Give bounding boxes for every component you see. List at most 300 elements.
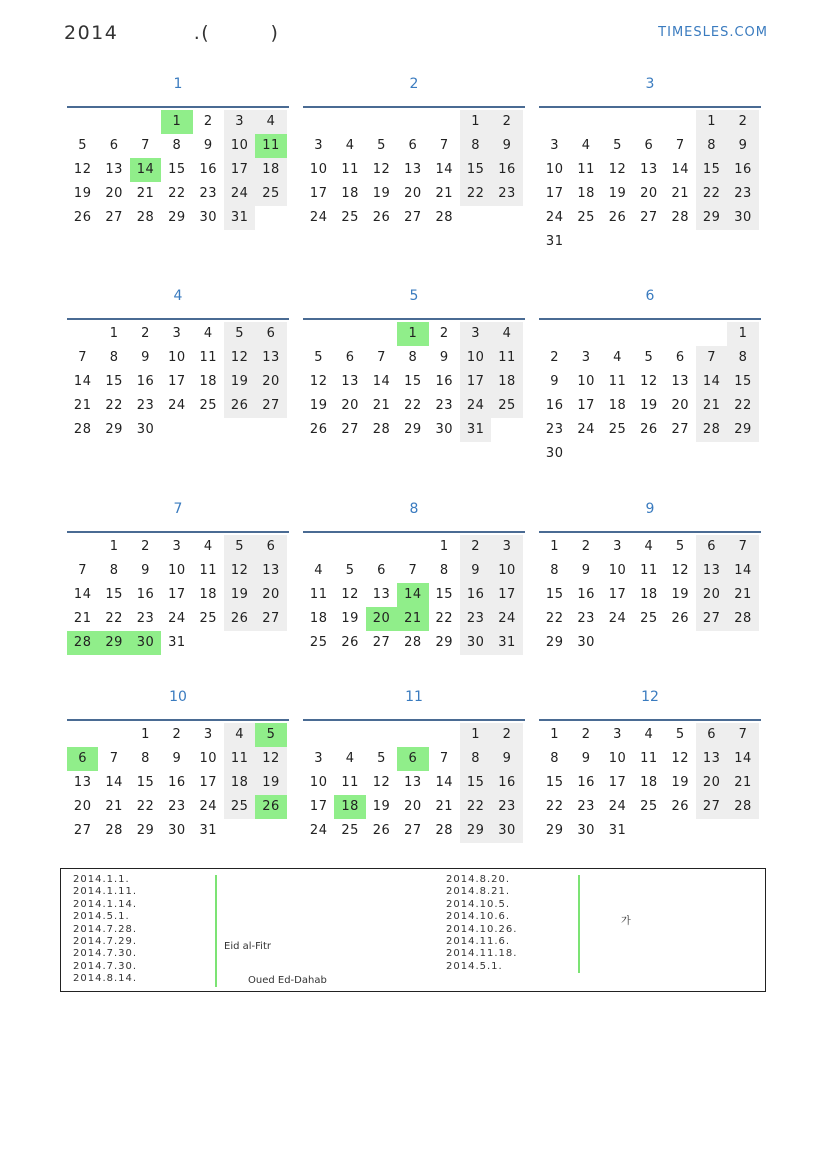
- day-cell: 5: [675, 727, 685, 742]
- weekend-day: 15: [727, 370, 758, 394]
- legend-row: [73, 936, 213, 948]
- day-cell: 19: [671, 775, 690, 790]
- weekend-day: 13: [255, 559, 286, 583]
- day-cell: 10: [608, 563, 627, 578]
- month-11: [303, 687, 525, 843]
- weekend-day: 2: [460, 535, 491, 559]
- day-cell: 25: [309, 635, 328, 650]
- legend-row: [446, 924, 586, 936]
- weekend-day: 14: [727, 747, 758, 771]
- day-cell: 15: [105, 587, 123, 602]
- day-cell: 14: [372, 374, 391, 389]
- holiday-day: 18: [334, 795, 365, 819]
- weekend-day: 27: [255, 394, 286, 418]
- day-cell: 8: [439, 563, 449, 578]
- day-cell: 8: [550, 751, 560, 766]
- day-grid: [539, 322, 761, 466]
- month-title: 6: [645, 288, 655, 304]
- weekend-day: 9: [727, 134, 758, 158]
- month-title: 7: [173, 501, 183, 517]
- day-cell: 31: [545, 234, 564, 249]
- day-cell: 6: [675, 350, 685, 365]
- month-title: 10: [169, 689, 187, 705]
- empty-cell: [539, 322, 570, 346]
- day-cell: 30: [545, 446, 564, 461]
- day-cell: 12: [372, 775, 391, 790]
- empty-cell: [696, 322, 727, 346]
- day-cell: 10: [199, 751, 218, 766]
- day-cell: 19: [309, 398, 328, 413]
- day-cell: 28: [404, 635, 422, 650]
- weekend-day: 27: [255, 607, 286, 631]
- day-cell: 3: [172, 326, 182, 341]
- holiday-day: 14: [397, 583, 428, 607]
- day-cell: 27: [372, 635, 391, 650]
- day-cell: 15: [545, 587, 564, 602]
- holiday-day: 21: [397, 607, 428, 631]
- empty-cell: [334, 110, 365, 134]
- day-cell: 3: [550, 138, 560, 153]
- weekend-day: 5: [224, 535, 255, 559]
- legend-date: 2014.8.14.: [73, 973, 138, 985]
- day-cell: 13: [404, 775, 422, 790]
- day-cell: 5: [644, 350, 654, 365]
- day-cell: 16: [168, 775, 186, 790]
- weekend-day: 17: [491, 583, 522, 607]
- month-2: [303, 74, 525, 230]
- holiday-day: 14: [130, 158, 161, 182]
- day-grid: [539, 110, 761, 254]
- day-cell: 27: [404, 210, 422, 225]
- day-cell: 2: [581, 727, 591, 742]
- day-cell: 1: [550, 539, 560, 554]
- day-cell: 19: [640, 398, 658, 413]
- day-cell: 4: [613, 350, 622, 365]
- day-cell: 7: [439, 138, 449, 153]
- day-cell: 17: [168, 374, 186, 389]
- weekend-day: 22: [460, 795, 491, 819]
- legend-date: 2014.1.14.: [73, 898, 138, 910]
- day-cell: 1: [141, 727, 150, 742]
- weekend-day: 4: [224, 723, 255, 747]
- day-cell: 4: [314, 563, 324, 578]
- day-cell: 11: [199, 563, 218, 578]
- day-cell: 25: [199, 398, 218, 413]
- day-cell: 14: [435, 162, 454, 177]
- day-cell: 3: [581, 350, 591, 365]
- day-cell: 12: [671, 563, 690, 578]
- month-divider: [303, 719, 525, 721]
- weekend-day: 23: [491, 795, 522, 819]
- month-title: 1: [173, 76, 183, 92]
- legend-date: 2014.10.5.: [446, 898, 511, 910]
- weekend-day: 2: [491, 110, 522, 134]
- day-cell: 20: [341, 398, 359, 413]
- weekend-day: 21: [727, 583, 758, 607]
- day-cell: 3: [172, 539, 182, 554]
- day-cell: 14: [105, 775, 123, 790]
- weekend-day: 26: [224, 394, 255, 418]
- day-cell: 29: [545, 635, 564, 650]
- day-cell: 4: [581, 138, 591, 153]
- weekend-day: 1: [460, 110, 491, 134]
- day-cell: 21: [372, 398, 391, 413]
- day-cell: 14: [671, 162, 690, 177]
- weekend-day: 15: [696, 158, 727, 182]
- day-cell: 26: [372, 823, 391, 838]
- month-4: [67, 286, 289, 442]
- day-cell: 30: [577, 635, 595, 650]
- day-cell: 5: [675, 539, 685, 554]
- weekend-day: 8: [460, 747, 491, 771]
- weekend-day: 16: [491, 158, 522, 182]
- empty-cell: [397, 535, 428, 559]
- day-cell: 24: [199, 799, 218, 814]
- month-title: 12: [641, 689, 659, 705]
- weekend-day: 17: [224, 158, 255, 182]
- day-cell: 5: [377, 751, 386, 766]
- legend-row: [73, 899, 213, 911]
- weekend-day: 20: [696, 583, 727, 607]
- legend-right-name-4: 가: [621, 916, 631, 927]
- day-cell: 18: [577, 186, 595, 201]
- day-cell: 14: [73, 374, 92, 389]
- day-cell: 29: [404, 422, 422, 437]
- empty-cell: [570, 322, 601, 346]
- day-grid: [303, 322, 525, 442]
- day-cell: 17: [309, 186, 328, 201]
- weekend-day: 25: [255, 182, 286, 206]
- day-cell: 8: [550, 563, 560, 578]
- legend-right-divider: [578, 875, 580, 973]
- weekend-day: 14: [727, 559, 758, 583]
- day-cell: 28: [435, 210, 454, 225]
- empty-cell: [303, 110, 334, 134]
- empty-cell: [633, 110, 664, 134]
- day-cell: 20: [73, 799, 92, 814]
- weekend-day: 8: [696, 134, 727, 158]
- weekend-day: 19: [255, 771, 286, 795]
- weekend-day: 15: [460, 158, 491, 182]
- day-cell: 17: [577, 398, 595, 413]
- day-cell: 7: [408, 563, 418, 578]
- day-cell: 9: [203, 138, 213, 153]
- weekend-day: 3: [224, 110, 255, 134]
- day-cell: 29: [435, 635, 454, 650]
- day-cell: 18: [199, 587, 218, 602]
- weekend-day: 14: [696, 370, 727, 394]
- day-grid: [303, 110, 525, 230]
- day-cell: 27: [341, 422, 359, 437]
- day-cell: 18: [199, 374, 218, 389]
- day-cell: 9: [439, 350, 449, 365]
- day-cell: 21: [435, 186, 454, 201]
- day-cell: 16: [577, 775, 595, 790]
- day-cell: 21: [73, 398, 92, 413]
- weekend-day: 27: [696, 607, 727, 631]
- day-cell: 22: [545, 611, 564, 626]
- legend-date: 2014.10.6.: [446, 911, 511, 923]
- weekend-day: 31: [224, 206, 255, 230]
- legend-row: [446, 948, 586, 960]
- weekend-day: 6: [696, 723, 727, 747]
- empty-cell: [665, 110, 696, 134]
- day-grid: [539, 535, 761, 655]
- legend-row: [73, 911, 213, 923]
- day-cell: 1: [109, 539, 119, 554]
- day-cell: 25: [640, 799, 658, 814]
- legend-row: [446, 936, 586, 948]
- day-cell: 12: [341, 587, 359, 602]
- day-cell: 26: [640, 422, 658, 437]
- weekend-day: 1: [696, 110, 727, 134]
- weekend-day: 7: [696, 346, 727, 370]
- day-cell: 31: [168, 635, 186, 650]
- empty-cell: [366, 535, 397, 559]
- day-cell: 31: [199, 823, 218, 838]
- day-cell: 2: [550, 350, 560, 365]
- day-cell: 9: [581, 563, 591, 578]
- weekend-day: 12: [224, 346, 255, 370]
- day-cell: 24: [309, 210, 328, 225]
- holiday-day: 6: [67, 747, 98, 771]
- day-cell: 4: [644, 539, 654, 554]
- day-cell: 13: [341, 374, 359, 389]
- day-cell: 22: [136, 799, 155, 814]
- weekend-day: 31: [491, 631, 522, 655]
- legend-row: [73, 924, 213, 936]
- weekend-day: 1: [460, 723, 491, 747]
- day-cell: 9: [581, 751, 591, 766]
- day-cell: 21: [105, 799, 123, 814]
- day-cell: 16: [136, 587, 155, 602]
- day-cell: 2: [141, 539, 150, 554]
- day-cell: 27: [73, 823, 92, 838]
- day-cell: 5: [314, 350, 324, 365]
- day-cell: 16: [577, 587, 595, 602]
- legend-right-column: [446, 874, 586, 973]
- day-cell: 10: [545, 162, 564, 177]
- day-cell: 26: [608, 210, 627, 225]
- day-cell: 28: [671, 210, 690, 225]
- day-cell: 17: [199, 775, 218, 790]
- day-cell: 11: [199, 350, 218, 365]
- day-cell: 5: [345, 563, 355, 578]
- day-cell: 10: [168, 350, 186, 365]
- legend-date: 2014.5.1.: [73, 911, 130, 923]
- day-cell: 19: [372, 186, 391, 201]
- legend-row: [73, 973, 213, 985]
- month-divider: [67, 106, 289, 108]
- day-cell: 18: [341, 186, 359, 201]
- day-cell: 26: [341, 635, 359, 650]
- day-cell: 10: [168, 563, 186, 578]
- day-cell: 19: [671, 587, 690, 602]
- day-cell: 24: [608, 611, 627, 626]
- legend-row: [73, 961, 213, 973]
- day-cell: 13: [671, 374, 690, 389]
- weekend-day: 13: [696, 559, 727, 583]
- empty-cell: [602, 110, 633, 134]
- empty-cell: [429, 110, 460, 134]
- day-cell: 24: [545, 210, 564, 225]
- weekend-day: 11: [224, 747, 255, 771]
- day-cell: 29: [545, 823, 564, 838]
- month-title: 2: [409, 76, 419, 92]
- legend-date: 2014.5.1.: [446, 960, 503, 972]
- day-cell: 7: [78, 350, 88, 365]
- day-cell: 24: [608, 799, 627, 814]
- day-cell: 5: [613, 138, 622, 153]
- day-cell: 13: [404, 162, 422, 177]
- day-cell: 25: [341, 210, 359, 225]
- day-cell: 11: [608, 374, 627, 389]
- day-cell: 19: [608, 186, 627, 201]
- month-divider: [539, 719, 761, 721]
- day-cell: 21: [435, 799, 454, 814]
- weekend-day: 4: [491, 322, 522, 346]
- month-divider: [539, 318, 761, 320]
- day-cell: 7: [675, 138, 685, 153]
- month-divider: [67, 531, 289, 533]
- holiday-day: 26: [255, 795, 286, 819]
- weekend-day: 22: [460, 182, 491, 206]
- day-cell: 17: [608, 587, 627, 602]
- weekend-day: 29: [727, 418, 758, 442]
- day-cell: 7: [377, 350, 386, 365]
- day-grid: [67, 535, 289, 655]
- month-1: [67, 74, 289, 230]
- day-cell: 24: [577, 422, 595, 437]
- day-cell: 29: [168, 210, 186, 225]
- day-cell: 16: [435, 374, 454, 389]
- day-cell: 4: [203, 326, 213, 341]
- month-title: 11: [405, 689, 423, 705]
- day-cell: 17: [309, 799, 328, 814]
- legend-row: [446, 899, 586, 911]
- weekend-day: 10: [224, 134, 255, 158]
- weekend-day: 4: [255, 110, 286, 134]
- day-cell: 6: [345, 350, 355, 365]
- empty-cell: [130, 110, 161, 134]
- day-cell: 20: [404, 799, 422, 814]
- day-grid: [67, 723, 289, 843]
- day-cell: 12: [372, 162, 391, 177]
- weekend-day: 28: [696, 418, 727, 442]
- weekend-day: 21: [696, 394, 727, 418]
- day-cell: 31: [608, 823, 627, 838]
- day-cell: 22: [168, 186, 186, 201]
- weekend-day: 9: [460, 559, 491, 583]
- day-cell: 2: [172, 727, 182, 742]
- month-7: [67, 499, 289, 655]
- day-cell: 25: [577, 210, 595, 225]
- weekend-day: 13: [696, 747, 727, 771]
- day-cell: 28: [372, 422, 391, 437]
- day-cell: 8: [109, 350, 119, 365]
- empty-cell: [397, 723, 428, 747]
- day-cell: 19: [73, 186, 92, 201]
- day-cell: 30: [136, 422, 155, 437]
- day-cell: 23: [168, 799, 186, 814]
- legend-date: 2014.7.28.: [73, 923, 138, 935]
- day-grid: [303, 535, 525, 655]
- weekend-day: 15: [460, 771, 491, 795]
- weekend-day: 13: [255, 346, 286, 370]
- holiday-legend: [60, 868, 766, 992]
- empty-cell: [429, 723, 460, 747]
- day-cell: 19: [372, 799, 391, 814]
- empty-cell: [665, 322, 696, 346]
- day-cell: 7: [141, 138, 150, 153]
- page-title: 2014 .( ): [64, 22, 280, 44]
- legend-date: 2014.10.26.: [446, 923, 518, 935]
- empty-cell: [334, 535, 365, 559]
- month-10: [67, 687, 289, 843]
- day-cell: 8: [141, 751, 150, 766]
- weekend-day: 16: [460, 583, 491, 607]
- legend-left-name-6: Eid al-Fitr: [224, 941, 271, 952]
- holiday-day: 11: [255, 134, 286, 158]
- day-cell: 20: [671, 398, 690, 413]
- legend-date: 2014.7.29.: [73, 935, 138, 947]
- day-cell: 3: [314, 751, 324, 766]
- empty-cell: [67, 535, 98, 559]
- weekend-day: 10: [491, 559, 522, 583]
- day-cell: 11: [640, 751, 658, 766]
- weekend-day: 31: [460, 418, 491, 442]
- day-cell: 21: [671, 186, 690, 201]
- day-cell: 6: [644, 138, 654, 153]
- day-cell: 12: [640, 374, 658, 389]
- legend-row: [446, 874, 586, 886]
- day-cell: 16: [199, 162, 218, 177]
- legend-date: 2014.11.18.: [446, 948, 518, 960]
- day-cell: 12: [608, 162, 627, 177]
- day-cell: 30: [199, 210, 218, 225]
- month-9: [539, 499, 761, 655]
- weekend-day: 30: [460, 631, 491, 655]
- day-cell: 23: [545, 422, 564, 437]
- day-cell: 12: [671, 751, 690, 766]
- empty-cell: [67, 110, 98, 134]
- weekend-day: 11: [491, 346, 522, 370]
- day-cell: 7: [109, 751, 119, 766]
- day-cell: 10: [577, 374, 595, 389]
- day-cell: 29: [105, 422, 123, 437]
- weekend-day: 6: [255, 322, 286, 346]
- month-divider: [67, 318, 289, 320]
- day-cell: 21: [73, 611, 92, 626]
- brand-link[interactable]: TIMESLES.COM: [658, 25, 768, 40]
- day-cell: 10: [309, 162, 328, 177]
- weekend-day: 3: [491, 535, 522, 559]
- empty-cell: [303, 535, 334, 559]
- weekend-day: 27: [696, 795, 727, 819]
- weekend-day: 22: [727, 394, 758, 418]
- day-cell: 17: [168, 587, 186, 602]
- empty-cell: [366, 723, 397, 747]
- day-cell: 28: [435, 823, 454, 838]
- legend-row: [73, 948, 213, 960]
- holiday-day: 5: [255, 723, 286, 747]
- day-cell: 21: [136, 186, 155, 201]
- holiday-day: 1: [161, 110, 192, 134]
- legend-date: 2014.1.1.: [73, 874, 130, 885]
- day-cell: 11: [341, 162, 359, 177]
- day-cell: 19: [341, 611, 359, 626]
- weekend-day: 23: [727, 182, 758, 206]
